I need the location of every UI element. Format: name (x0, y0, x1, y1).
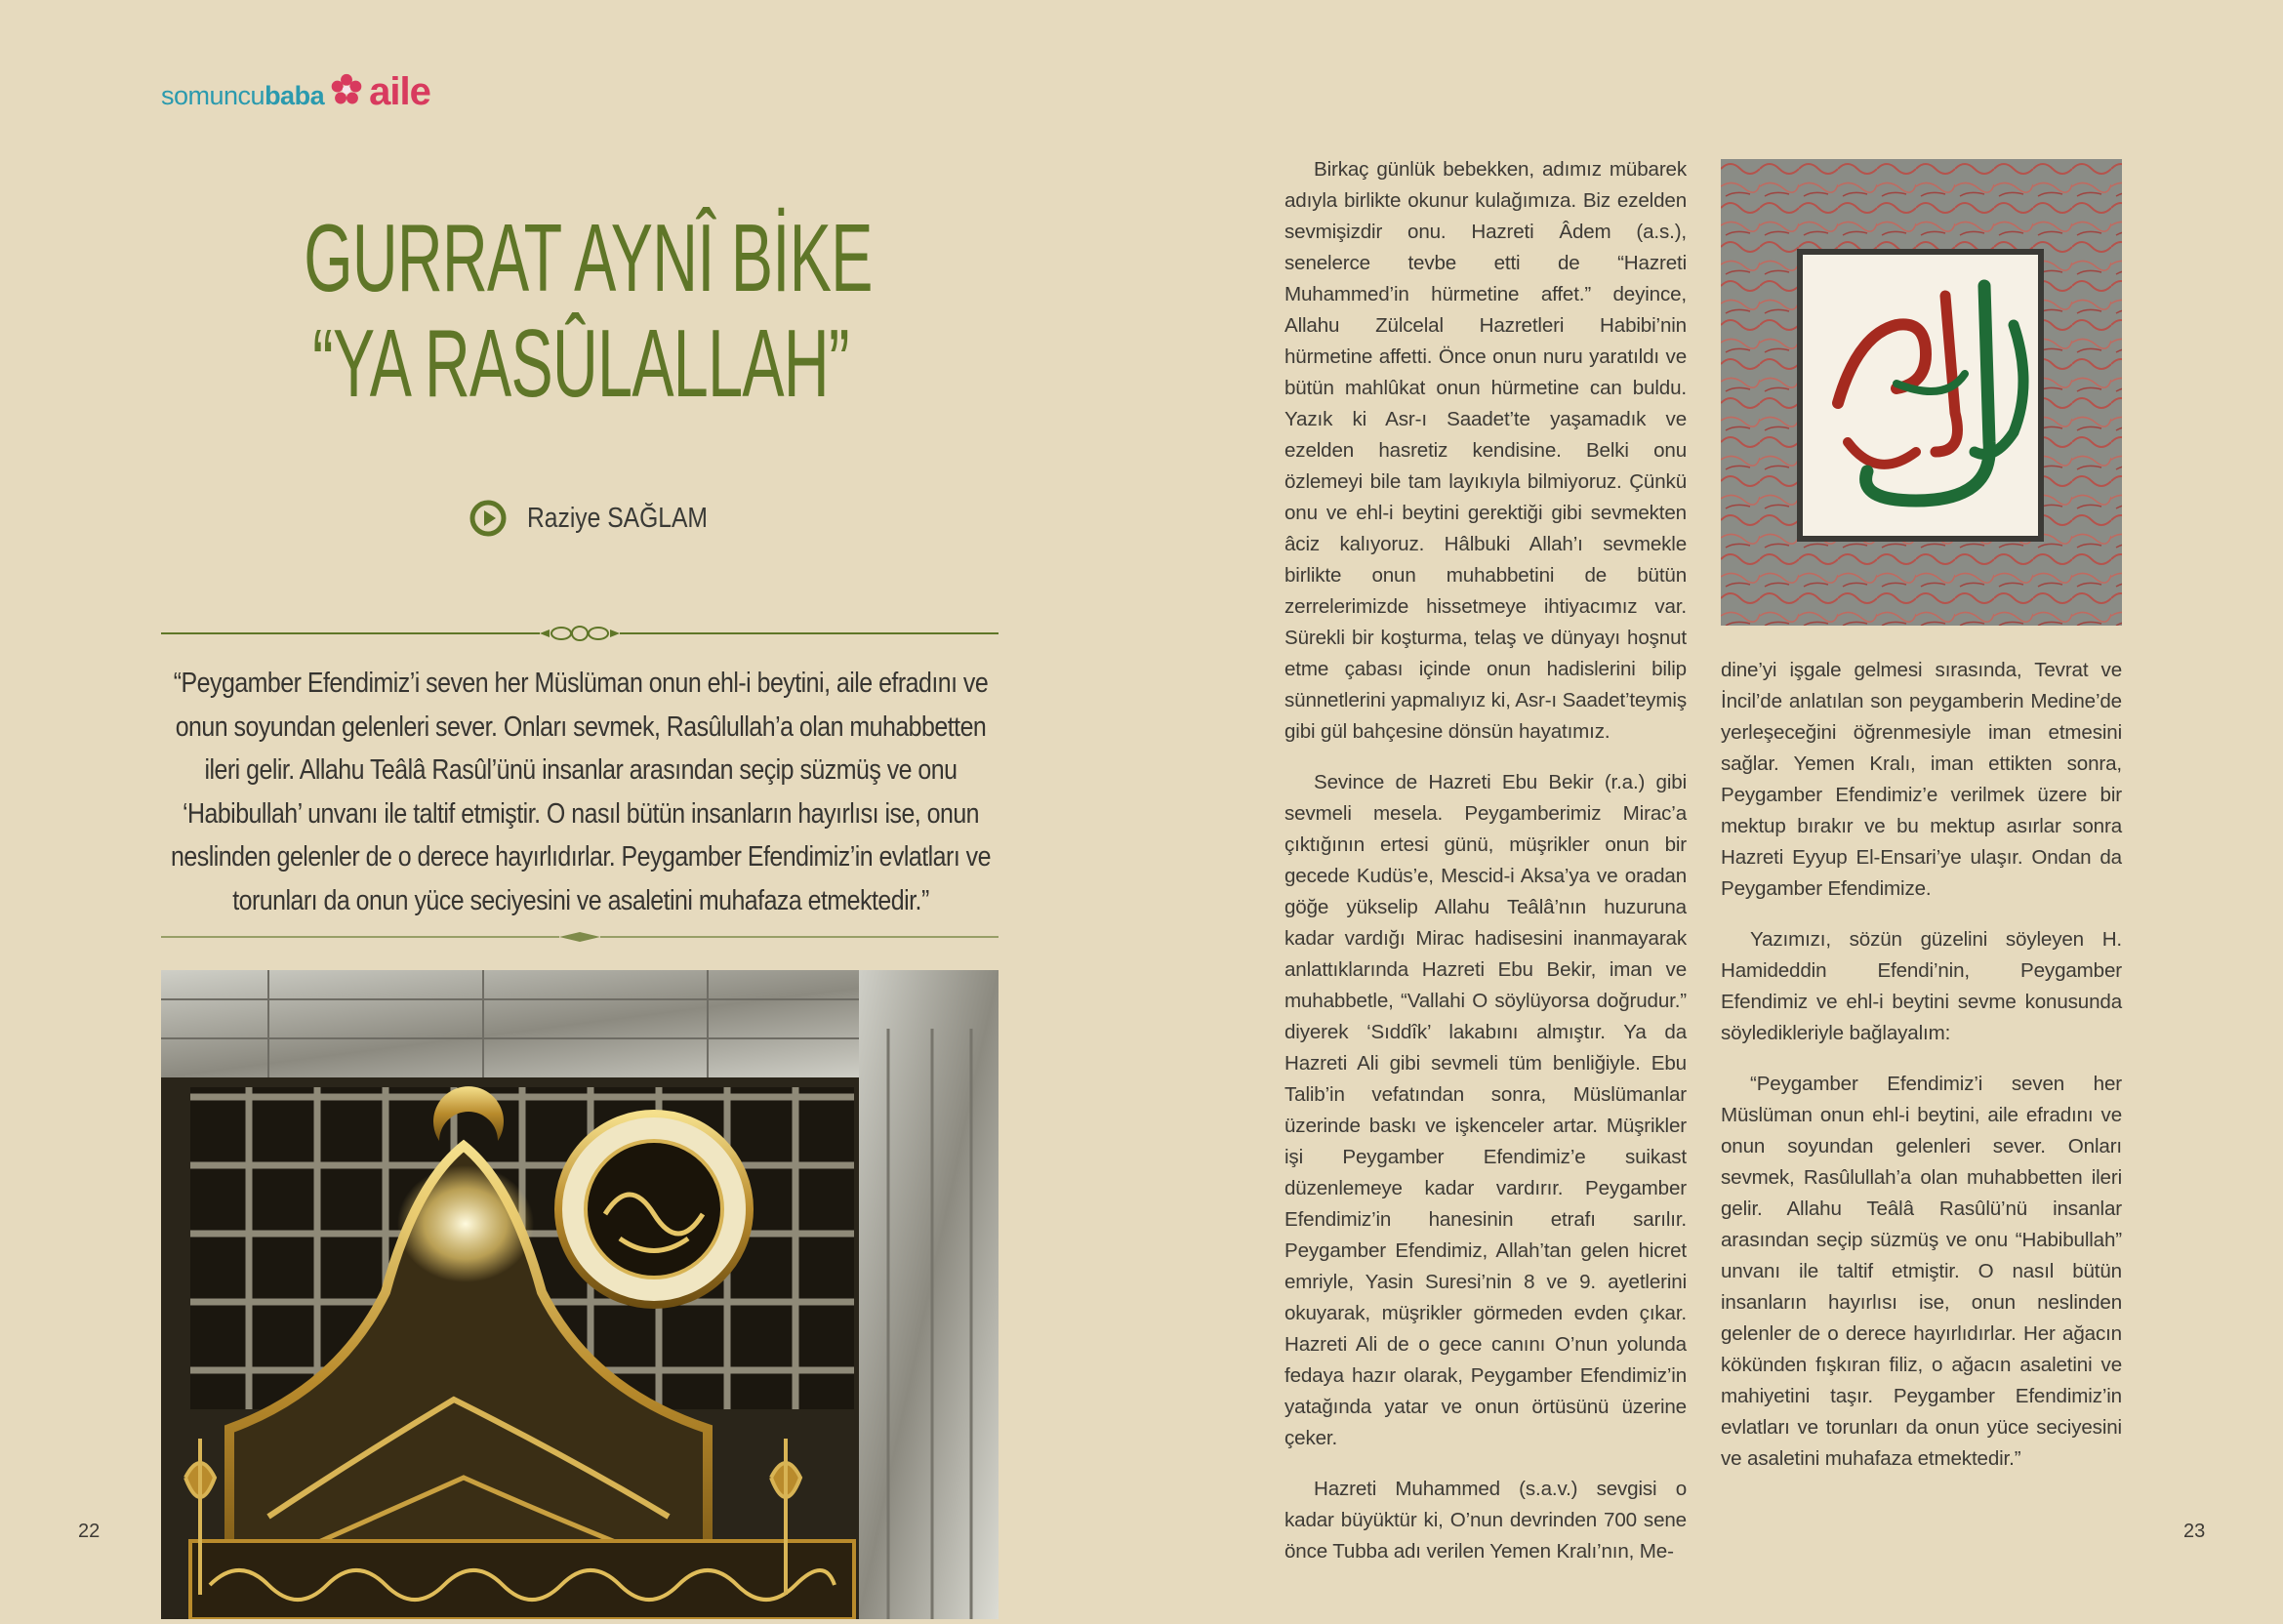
page-number-left: 22 (78, 1521, 101, 1542)
brand-text-aile: aile (369, 70, 430, 113)
flower-logo-icon (330, 73, 363, 106)
brand-logo (161, 70, 430, 113)
calligraphy-artwork (1721, 159, 2122, 626)
body-paragraph: Sevince de Hazreti Ebu Bekir (r.a.) gibi sevmeli mesela. Peygamberimiz Mirac’a çıktığının ertesi günü, müşrikler onun bir gecede Kudüs’e, Mescid-i Aksa’ya ve oradan göğe yükselip Allahu Teâlâ’nın huzuruna kadar vardığı Mirac hadisesini inanmayarak anlattıklarında Hazreti Ebu Bekir, iman ve muhabbetle, “Vallahi O söylüyorsa doğrudur.” diyerek ‘Sıddîk’ lakabını almıştır. Ya da Hazreti Ali gibi sevmeli tüm benliğiyle. Ebu Talib’in vefatından sonra, Müslümanlar üzerinde baskı ve işkenceler artar. Müşrikler işi Peygamber Efendimiz’e suikast düzenlemeye kadar vardırır. Peygamber Efendimiz’in hanesinin etrafı sarılır. Peygamber Efendimiz, Allah’tan gelen hicret emriyle, Yasin Suresi’nin 8 ve 9. ayetlerini okuyarak, müşrikler görmeden evden çıkar. Hazreti Ali de o gece canını O’nun yolunda fedaya hazır olarak, Peygamber Efendimiz’in yatağında yatar ve onun örtüsünü üzerine çeker. (1284, 771, 1687, 1449)
author-name: Raziye SAĞLAM (527, 502, 708, 534)
pull-quote (161, 662, 1000, 923)
body-paragraph: Hazreti Muhammed (s.a.v.) sevgisi o kadar büyüktür ki, O’nun devrinden 700 sene önce Tubba adı verilen Yemen Kralı’nın, Me- (1284, 1478, 1687, 1563)
body-paragraph: “Peygamber Efendimiz’i seven her Müslüman onun ehl-i beytini, aile efradını ve onun soyundan gelenleri sever. Onları sevmek, Rasûlullah’a olan muhabbetten ileri gelir. Allahu Teâlâ Rasûlü’nü insanlar arasından seçip süzmüş ve onu “Habibullah” unvanı ile taltif etmiştir. O nasıl bütün insanların hayırlısı ise, onun neslinden gelenler de o derece hayırlıdırlar. Her ağacın kökünden fışkıran filiz, o ağacın asaletini ve mahiyetini taşır. Peygamber Efendimiz’in evlatları ve torunları da onun yüce seciyesini ve asaletini muhafaza etmektedir.” (1721, 1073, 2122, 1470)
article-photo-grille (161, 970, 999, 1619)
title-line-2: “YA RASÛLALLAH” (312, 309, 849, 417)
page-number-right: 23 (2183, 1521, 2206, 1542)
pull-quote-text: “Peygamber Efendimiz’i seven her Müslüman onun ehl-i beytini, aile efradını ve onun soyundan gelenleri sever. Onları sevmek, Rasûlullah’a olan muhabbetten ileri gelir. Allahu Teâlâ Rasûl’ünü insanlar arasından seçip süzmüş ve onu ‘Habibullah’ unvanı ile taltif etmiştir. O nasıl bütün insanların hayırlısı ise, onun neslinden gelenler de o derece hayırlıdırlar. Peygamber Efendimiz’in evlatları ve torunları da onun yüce seciyesini ve asaletini muhafaza etmektedir.” (171, 668, 991, 916)
author-byline (469, 495, 740, 542)
ornament-divider-bottom (161, 927, 999, 947)
title-line-1: GURRAT AYNÎ BİKE (304, 204, 873, 311)
body-paragraph: Birkaç günlük bebekken, adımız mübarek adıyla birlikte okunur kulağımıza. Biz ezelden sevmişizdir onu. Hazreti Âdem (a.s.), senelerce tevbe etti de “Hazreti Muhammed’in hürmetine affet.” deyince, Allahu Zülcelal Hazretleri Habibi’nin hürmetine affetti. Önce onun nuru yaratıldı ve bütün mahlûkat onun hürmetine can buldu. Yazık ki Asr-ı Saadet’te yaşamadık ve ezelden hasretiz kendisine. Belki onu özlemeyi bile tam layıkıyla bilmiyoruz. Çünkü onu ve ehl-i beytini gerektiği gibi sevmekten âciz kalıyoruz. Hâlbuki Allah’ı sevmekle birlikte onun muhabbetini de bütün zerrelerimizde hissetmeye ihtiyacımız var. Sürekli bir koşturma, telaş ve dünyayı hoşnut etme çabası içinde onun hadislerini bilip sünnetlerini yapmalıyız ki, Asr-ı Saadet’teymiş gibi gül bahçesine dönsün hayatımız. (1284, 158, 1687, 743)
article-title (161, 205, 1000, 416)
body-paragraph: dine’yi işgale gelmesi sırasında, Tevrat ve İncil’de anlatılan son peygamberin Medine’de yerleşeceğini öğrenmesiyle iman etmesini sağlar. Yemen Kralı, iman ettikten sonra, Peygamber Efendimiz’e verilmek üzere bir mektup bırakır ve bu mektup asırlar sonra Hazreti Eyyup El-Ensari’ye ulaşır. Ondan da Peygamber Efendimize. (1721, 659, 2122, 900)
play-circle-icon (469, 499, 508, 538)
brand-text-somuncu: somuncu (161, 81, 265, 110)
ornament-divider-top (161, 624, 999, 643)
body-paragraph: Yazımızı, sözün güzelini söyleyen H. Hamideddin Efendi’nin, Peygamber Efendimiz ve ehl-i beytini sevme konusunda söyledikleriyle bağlayalım: (1721, 928, 2122, 1044)
body-column-1 (1284, 154, 1687, 1587)
brand-text-baba: baba (265, 81, 325, 110)
body-column-2 (1721, 655, 2122, 1494)
